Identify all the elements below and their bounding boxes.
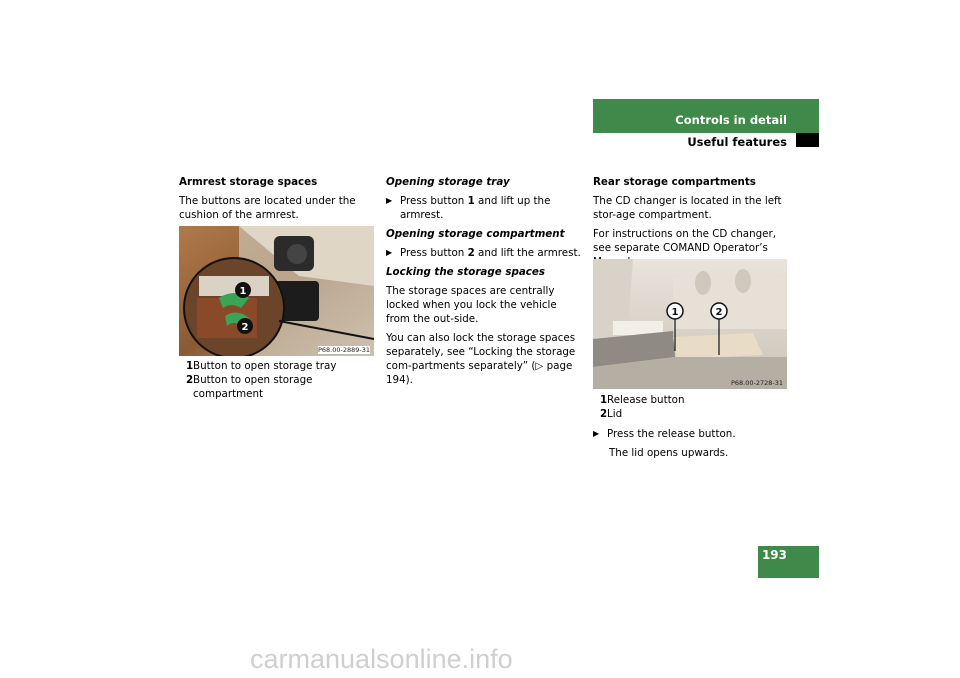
paragraph: The buttons are located under the cushion of the armrest.	[179, 195, 356, 221]
legend-1	[186, 359, 376, 401]
instruction-2: ▶ Press button 2 and lift the armrest.	[386, 246, 582, 260]
armrest-photo	[179, 226, 374, 356]
legend-item: 2 Lid	[600, 408, 623, 420]
page-number: 193	[761, 548, 787, 562]
column-3-instructions	[593, 427, 789, 465]
section-title: Controls in detail	[675, 113, 787, 127]
instruction: ▶ Press the release button.	[593, 427, 789, 441]
heading-rear-storage: Rear storage compartments	[593, 176, 756, 188]
heading-opening-tray: Opening storage tray	[386, 176, 510, 188]
header-marker	[796, 133, 819, 147]
legend-item: 1 Button to open storage tray	[186, 360, 337, 372]
watermark: carmanualsonline.info	[250, 644, 513, 674]
svg-text:1: 1	[239, 286, 247, 297]
paragraph: You can also lock the storage spaces separately, see “Locking the storage com-partments separately” (▷ page 194).	[386, 332, 576, 386]
legend-item: 1 Release button	[600, 394, 685, 406]
column-2	[386, 175, 582, 392]
svg-text:1: 1	[671, 307, 679, 318]
svg-text:2: 2	[241, 322, 249, 333]
image-code: P68.00-2889-31	[317, 346, 370, 354]
svg-text:2: 2	[715, 307, 723, 318]
image-code: P68.00-2728-31	[730, 379, 783, 387]
paragraph: The storage spaces are centrally locked when you lock the vehicle from the out-side.	[386, 285, 557, 325]
legend-3	[600, 393, 790, 421]
section-subtitle: Useful features	[687, 135, 787, 149]
paragraph: The CD changer is located in the left stor-age compartment.	[593, 195, 782, 221]
paragraph: For instructions on the CD changer, see separate COMAND Operator’s	[593, 228, 776, 254]
paragraph: The lid opens upwards.	[609, 447, 729, 459]
rear-storage-photo	[593, 259, 787, 389]
legend-item: 2 Button to open storage compartment	[186, 374, 313, 400]
heading-locking: Locking the storage spaces	[386, 266, 545, 278]
heading-armrest: Armrest storage spaces	[179, 176, 318, 188]
column-1	[179, 175, 375, 227]
instruction-1: ▶ Press button 1 and lift up the armrest.	[386, 194, 582, 222]
heading-opening-compartment: Opening storage compartment	[386, 228, 565, 240]
